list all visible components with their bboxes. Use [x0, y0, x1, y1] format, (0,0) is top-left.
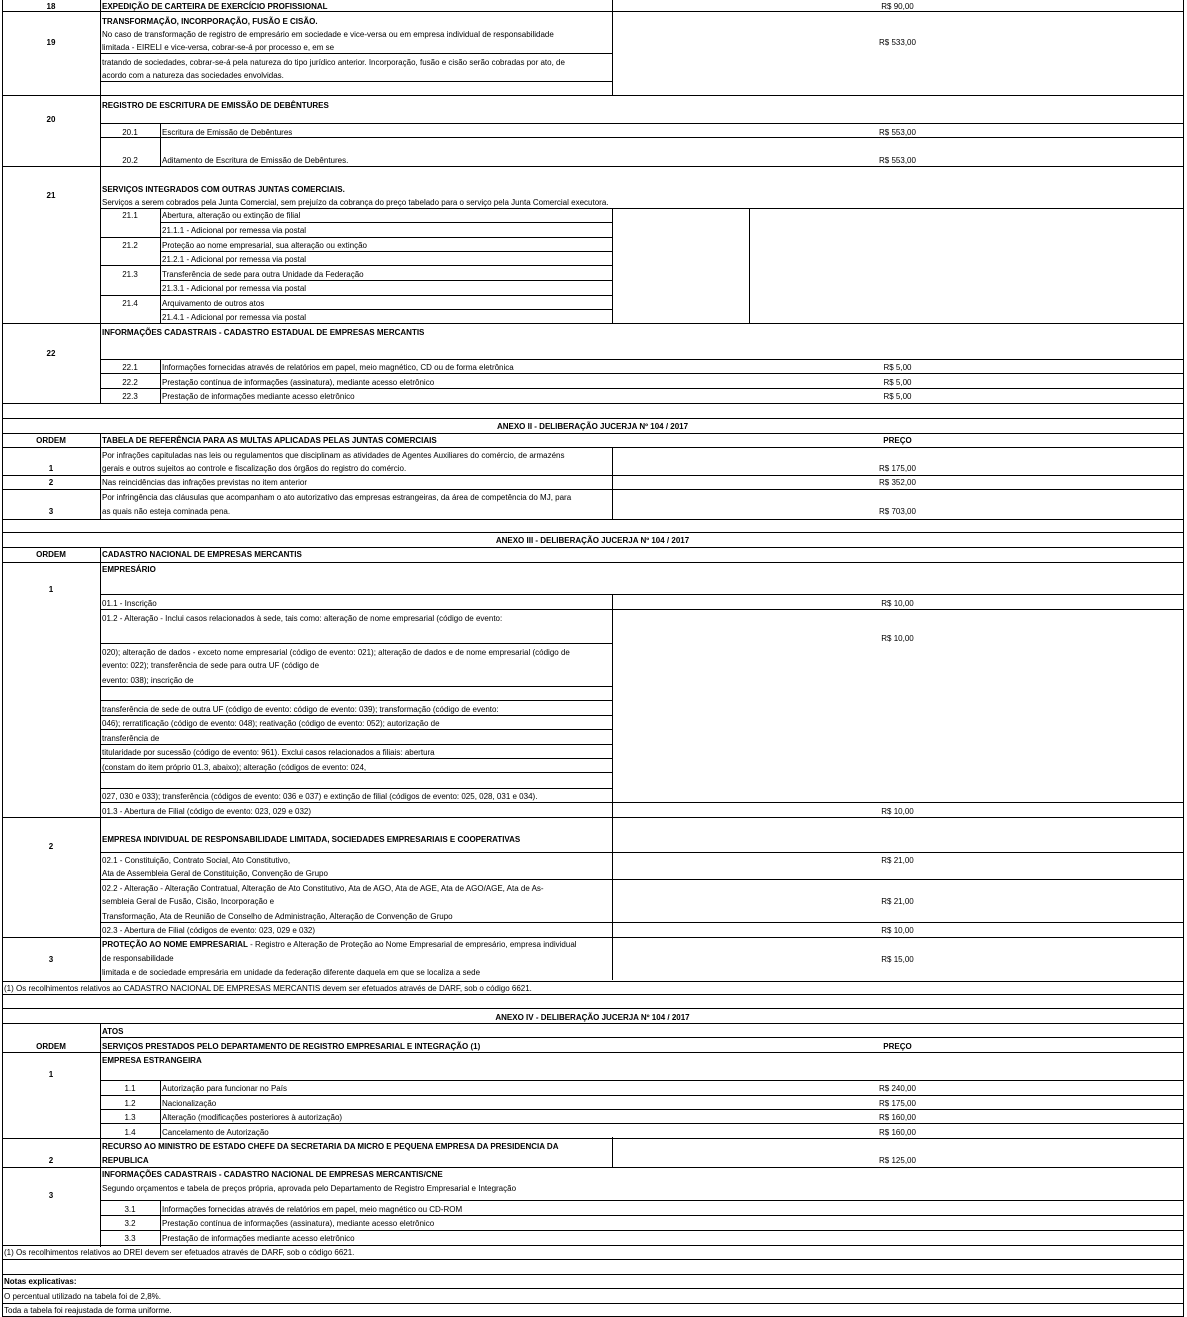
anexo-iii-col-desc: CADASTRO NACIONAL DE EMPRESAS MERCANTIS: [102, 550, 302, 559]
item-22-3-code: 22.3: [122, 392, 138, 401]
item-21-1-sub: 21.1.1 - Adicional por remessa via postal: [162, 226, 307, 235]
anexo-iv-group-3-number: 3: [48, 1191, 54, 1200]
anexo-iii-item-01-2-line: evento: 022); transferência de sede para outra UF (código de: [102, 661, 320, 670]
anexo-iii-item-02-1: Ata de Assembleia Geral de Constituição, Convenção de Grupo: [102, 869, 328, 878]
item-21-number: 21: [46, 191, 56, 200]
anexo-iv-item-1-1-label: Autorização para funcionar no País: [162, 1084, 287, 1093]
anexo-iv-group-1-number: 1: [48, 1070, 54, 1079]
anexo-iii-group-3-number: 3: [48, 955, 54, 964]
anexo-iv-group-3-note: Segundo orçamentos e tabela de preços própria, aprovada pelo Departamento de Registro Empresarial e Integração: [102, 1184, 517, 1193]
item-19-line: limitada - EIRELI e vice-versa, cobrar-se-á por processo e, em se: [102, 43, 335, 52]
anexo-iv-item-3-3-code: 3.3: [124, 1234, 136, 1243]
anexo-ii-row-2-number: 2: [48, 478, 54, 487]
anexo-iii-item-02-2-price: R$ 21,00: [881, 897, 914, 906]
anexo-iii-item-01-2-line: 020); alteração de dados - exceto nome empresarial (código de evento: 021); alteração de dados e de nome empresarial (código de: [102, 648, 570, 657]
item-20-2-price: R$ 553,00: [879, 156, 916, 165]
item-21-note: Serviços a serem cobrados pela Junta Comercial, sem prejuízo da cobrança do preço tabelado para o serviço pela Junta Comercial executora.: [102, 198, 609, 207]
anexo-iii-group-2-title: EMPRESA INDIVIDUAL DE RESPONSABILIDADE LIMITADA, SOCIEDADES EMPRESARIAIS E COOPERATIVAS: [102, 835, 521, 844]
anexo-iv-item-3-2-code: 3.2: [124, 1219, 136, 1228]
item-21-1-code: 21.1: [122, 211, 138, 220]
anexo-iii-item-01-2-line: 046); rerratificação (código de evento: 048); reativação (código de evento: 052); autorização de: [102, 719, 440, 728]
anexo-iii-item-02-1-price: R$ 21,00: [881, 856, 914, 865]
anexo-iii-title: ANEXO III - DELIBERAÇÃO JUCERJA Nº 104 / 2017: [495, 536, 690, 545]
item-18-title: EXPEDIÇÃO DE CARTEIRA DE EXERCÍCIO PROFISSIONAL: [102, 2, 328, 11]
item-19-line: tratando de sociedades, cobrar-se-á pela natureza do tipo jurídico anterior. Incorporação, fusão e cisão serão cobradas por ato, de: [102, 58, 565, 67]
anexo-iv-col-desc: SERVIÇOS PRESTADOS PELO DEPARTAMENTO DE REGISTRO EMPRESARIAL E INTEGRAÇÃO (1): [102, 1042, 481, 1051]
anexo-iii-footnote: (1) Os recolhimentos relativos ao CADASTRO NACIONAL DE EMPRESAS MERCANTIS devem ser efetuados através de DARF, sob o código 6621.: [4, 984, 532, 993]
anexo-ii-row-3-text: as quais não esteja cominada pena.: [102, 507, 231, 516]
item-20-1-label: Escritura de Emissão de Debêntures: [162, 128, 293, 137]
item-21-2-label: Proteção ao nome empresarial, sua alteração ou extinção: [162, 241, 368, 250]
item-20-1-price: R$ 553,00: [879, 128, 916, 137]
item-21-4-label: Arquivamento de outros atos: [162, 299, 265, 308]
anexo-ii-row-1-text: gerais e outros sujeitos ao controle e fiscalização dos órgãos do registro do comércio.: [102, 464, 407, 473]
item-22-number: 22: [46, 349, 56, 358]
anexo-iii-item-02-1: 02.1 - Constituição, Contrato Social, Ato Constitutivo,: [102, 856, 291, 865]
item-20-1-code: 20.1: [122, 128, 138, 137]
anexo-iii-item-01-2-line: transferência de: [102, 734, 160, 743]
anexo-iii-item-01-2-line: (constam do item próprio 01.3, abaixo); alteração (códigos de evento: 024,: [102, 763, 367, 772]
item-19-line: No caso de transformação de registro de empresário em sociedade e vice-versa ou em empresa individual de responsabilidade: [102, 30, 554, 39]
anexo-iv-item-1-3-label: Alteração (modificações posteriores à autorização): [162, 1113, 343, 1122]
item-21-4-code: 21.4: [122, 299, 138, 308]
anexo-iv-col-ordem: ORDEM: [36, 1042, 66, 1051]
notes-title: Notas explicativas:: [4, 1277, 77, 1286]
anexo-iv-item-1-4-label: Cancelamento de Autorização: [162, 1128, 269, 1137]
anexo-iv-item-3-2-label: Prestação contínua de informações (assinatura), mediante acesso eletrônico: [162, 1219, 435, 1228]
anexo-iv-group-2-number: 2: [48, 1156, 54, 1165]
anexo-ii-row-1-price: R$ 175,00: [879, 464, 916, 473]
anexo-iii-item-01-3-price: R$ 10,00: [881, 807, 914, 816]
item-19-title: TRANSFORMAÇÃO, INCORPORAÇÃO, FUSÃO E CISÃO.: [102, 17, 318, 26]
item-22-2-code: 22.2: [122, 378, 138, 387]
anexo-iii-group-3-title-rest: - Registro e Alteração de Proteção ao Nome Empresarial de empresário, empresa individual: [247, 940, 577, 949]
item-21-title: SERVIÇOS INTEGRADOS COM OUTRAS JUNTAS COMERCIAIS.: [102, 185, 345, 194]
anexo-iii-group-3-price: R$ 15,00: [881, 955, 914, 964]
item-22-2-price: R$ 5,00: [883, 378, 912, 387]
item-22-1-label: Informações fornecidas através de relatórios em papel, meio magnético, CD ou de forma eletrônica: [162, 363, 514, 372]
anexo-ii-col-desc: TABELA DE REFERÊNCIA PARA AS MULTAS APLICADAS PELAS JUNTAS COMERCIAIS: [102, 436, 437, 445]
anexo-iii-col-ordem: ORDEM: [36, 550, 66, 559]
anexo-iv-item-1-1-code: 1.1: [124, 1084, 136, 1093]
anexo-iii-item-02-2: sembleia Geral de Fusão, Cisão, Incorporação e: [102, 897, 275, 906]
item-22-2-label: Prestação contínua de informações (assinatura), mediante acesso eletrônico: [162, 378, 435, 387]
anexo-iv-group-2-title: REPUBLICA: [102, 1156, 149, 1165]
anexo-iv-title: ANEXO IV - DELIBERAÇÃO JUCERJA Nº 104 / 2017: [495, 1013, 690, 1022]
anexo-iii-item-02-2: Transformação, Ata de Reunião de Conselho de Administração, Alteração de Convenção de Grupo: [102, 912, 453, 921]
anexo-iii-item-01-2-line: titularidade por sucessão (código de evento: 961). Exclui casos relacionados a filiais: abertura: [102, 748, 435, 757]
item-22-3-price: R$ 5,00: [883, 392, 912, 401]
anexo-iv-group-1-title: EMPRESA ESTRANGEIRA: [102, 1056, 202, 1065]
anexo-iii-item-01-2-line: transferência de sede de outra UF (código de evento: código de evento: 039); transformação (código de evento:: [102, 705, 499, 714]
anexo-iii-item-01-1-price: R$ 10,00: [881, 599, 914, 608]
item-22-1-price: R$ 5,00: [883, 363, 912, 372]
anexo-iii-item-01-2-line: evento: 038); inscrição de: [102, 676, 194, 685]
item-19-number: 19: [46, 38, 56, 47]
anexo-iv-group-2-price: R$ 125,00: [879, 1156, 916, 1165]
anexo-iv-item-1-3-price: R$ 160,00: [879, 1113, 916, 1122]
anexo-iii-group-3-text: de responsabilidade: [102, 954, 174, 963]
note-item: Toda a tabela foi reajustada de forma uniforme.: [4, 1306, 172, 1315]
anexo-ii-col-ordem: ORDEM: [36, 436, 66, 445]
item-22-3-label: Prestação de informações mediante acesso eletrônico: [162, 392, 355, 401]
anexo-iv-item-1-2-code: 1.2: [124, 1099, 136, 1108]
anexo-ii-title: ANEXO II - DELIBERAÇÃO JUCERJA Nº 104 / 2017: [496, 422, 689, 431]
item-20-number: 20: [46, 115, 56, 124]
item-19-line: acordo com a natureza das sociedades envolvidas.: [102, 71, 284, 80]
item-19-price: R$ 533,00: [879, 38, 916, 47]
anexo-ii-row-3-text: Por infringência das cláusulas que acompanham o ato autorizativo das empresas estrangeiras, da área de competência do MJ, para: [102, 493, 572, 502]
anexo-ii-row-3-price: R$ 703,00: [879, 507, 916, 516]
anexo-iv-item-1-2-price: R$ 175,00: [879, 1099, 916, 1108]
anexo-iii-item-02-3-price: R$ 10,00: [881, 926, 914, 935]
item-21-4-sub: 21.4.1 - Adicional por remessa via postal: [162, 313, 307, 322]
item-21-1-label: Abertura, alteração ou extinção de filial: [162, 211, 301, 220]
item-20-2-code: 20.2: [122, 156, 138, 165]
anexo-iv-footnote: (1) Os recolhimentos relativos ao DREI devem ser efetuados através de DARF, sob o código 6621.: [4, 1248, 355, 1257]
item-22-1-code: 22.1: [122, 363, 138, 372]
item-21-3-sub: 21.3.1 - Adicional por remessa via postal: [162, 284, 307, 293]
anexo-iv-item-3-1-code: 3.1: [124, 1205, 136, 1214]
anexo-iii-group-1-title: EMPRESÁRIO: [102, 565, 156, 574]
item-21-3-code: 21.3: [122, 270, 138, 279]
anexo-iii-item-01-2-price: R$ 10,00: [881, 634, 914, 643]
anexo-iii-item-02-2: 02.2 - Alteração - Alteração Contratual, Alteração de Ato Constitutivo, Ata de AGO, Ata de AGE, Ata de AGO/AGE, Ata de As-: [102, 884, 544, 893]
anexo-ii-row-2-text: Nas reincidências das infrações previstas no item anterior: [102, 478, 307, 487]
anexo-ii-row-2-price: R$ 352,00: [879, 478, 916, 487]
anexo-iii-item-01-2-line: 027, 030 e 033); transferência (códigos de evento: 036 e 037) e extinção de filial (códigos de evento: 025, 028, 031 e 034).: [102, 792, 538, 801]
anexo-iii-group-1-number: 1: [48, 585, 54, 594]
anexo-iii-group-2-number: 2: [48, 842, 54, 851]
anexo-ii-row-1-number: 1: [48, 464, 54, 473]
item-21-2-sub: 21.2.1 - Adicional por remessa via postal: [162, 255, 307, 264]
item-21-3-label: Transferência de sede para outra Unidade da Federação: [162, 270, 364, 279]
anexo-iii-item-01-3: 01.3 - Abertura de Filial (código de evento: 023, 029 e 032): [102, 807, 312, 816]
anexo-iii-item-02-3: 02.3 - Abertura de Filial (códigos de evento: 023, 029 e 032): [102, 926, 316, 935]
anexo-ii-col-preco: PREÇO: [883, 436, 912, 445]
anexo-iv-col-preco: PREÇO: [883, 1042, 912, 1051]
anexo-ii-row-3-number: 3: [48, 507, 54, 516]
anexo-iv-item-1-3-code: 1.3: [124, 1113, 136, 1122]
anexo-iv-group-3-title: INFORMAÇÕES CADASTRAIS - CADASTRO NACIONAL DE EMPRESAS MERCANTIS/CNE: [102, 1170, 443, 1179]
anexo-iv-item-3-1-label: Informações fornecidas através de relatórios em papel, meio magnético ou CD-ROM: [162, 1205, 463, 1214]
anexo-iv-item-1-1-price: R$ 240,00: [879, 1084, 916, 1093]
anexo-iii-item-01-1: 01.1 - Inscrição: [102, 599, 157, 608]
note-item: O percentual utilizado na tabela foi de 2,8%.: [4, 1292, 161, 1301]
anexo-iii-item-01-2: 01.2 - Alteração - Inclui casos relacionados à sede, tais como: alteração de nome empresarial (código de evento:: [102, 614, 503, 623]
anexo-iv-item-1-2-label: Nacionalização: [162, 1099, 217, 1108]
item-22-title: INFORMAÇÕES CADASTRAIS - CADASTRO ESTADUAL DE EMPRESAS MERCANTIS: [102, 328, 425, 337]
anexo-iv-atos: ATOS: [102, 1027, 124, 1036]
item-21-2-code: 21.2: [122, 241, 138, 250]
item-20-2-label: Aditamento de Escritura de Emissão de Debêntures.: [162, 156, 349, 165]
anexo-iv-item-1-4-price: R$ 160,00: [879, 1128, 916, 1137]
anexo-iv-group-2-title: RECURSO AO MINISTRO DE ESTADO CHEFE DA SECRETARIA DA MICRO E PEQUENA EMPRESA DA PRESIDENCIA DA: [102, 1142, 559, 1151]
item-18-number: 18: [46, 2, 56, 11]
anexo-iv-item-3-3-label: Prestação de informações mediante acesso eletrônico: [162, 1234, 355, 1243]
item-18-price: R$ 90,00: [881, 2, 914, 11]
anexo-iii-group-3-text: limitada e de sociedade empresária em unidade da federação diferente daquela em que se localiza a sede: [102, 968, 481, 977]
anexo-ii-row-1-text: Por infrações capituladas nas leis ou regulamentos que disciplinam as atividades de Agentes Auxiliares do comércio, de armazéns: [102, 451, 565, 460]
anexo-iii-group-3-title-bold: PROTEÇÃO AO NOME EMPRESARIAL: [102, 940, 248, 949]
anexo-iv-item-1-4-code: 1.4: [124, 1128, 136, 1137]
anexo-iii-group-3-title: [102, 940, 577, 949]
item-20-title: REGISTRO DE ESCRITURA DE EMISSÃO DE DEBÊNTURES: [102, 101, 329, 110]
